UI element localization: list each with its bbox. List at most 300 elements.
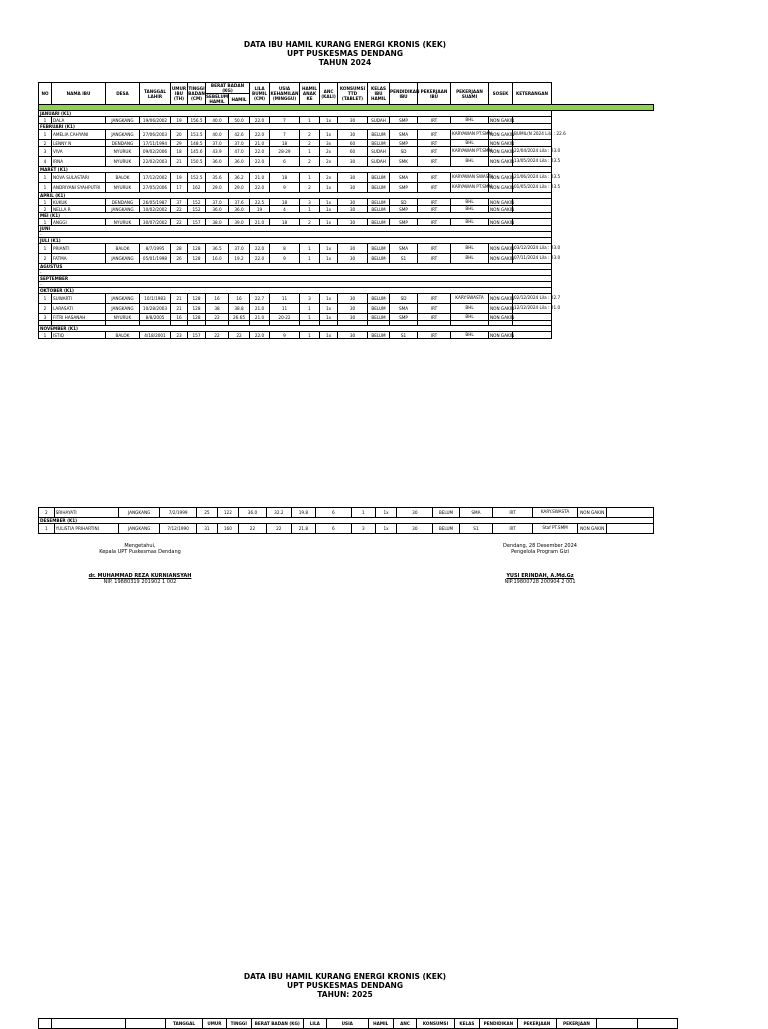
table-cell: SMP	[390, 117, 418, 124]
table-cell: 40.0	[206, 130, 229, 140]
table-cell: 36.0	[239, 508, 267, 518]
table-cell: 30	[397, 508, 433, 518]
signature-right	[470, 543, 610, 585]
table-cell: BELUM	[368, 332, 390, 339]
table-cell: 26.65	[229, 314, 250, 321]
table-cell: 29.0	[229, 183, 250, 193]
table-cell: 02/12/2024 Lila : 22.7	[513, 294, 552, 304]
table-cell: IRT	[418, 206, 451, 213]
table-cell: JANGKANG	[106, 117, 140, 124]
table-cell: AMELIA CAHYANI	[52, 130, 106, 140]
table-cell: NON GAKIN	[490, 140, 515, 146]
table-cell: 3	[39, 314, 52, 321]
table-cell: 30	[397, 524, 433, 534]
table-cell: IRT	[418, 199, 451, 206]
table-cell: 28	[171, 244, 188, 254]
sig-right-nip: NIP.19800728 200904 2 001	[504, 579, 576, 585]
table-cell: NON GAKIN	[489, 304, 513, 314]
table-cell: 10/02/2002	[140, 206, 171, 213]
table-cell: NYURUK	[106, 157, 140, 167]
empty-month-dash: -	[39, 282, 552, 288]
month-label: SEPTEMBER	[39, 276, 552, 282]
table-cell: 37.0	[206, 199, 229, 206]
table-cell: IRT	[418, 117, 451, 124]
sig-right-line2: Pengelola Program Gizi	[511, 549, 569, 555]
table-cell: 21.0	[250, 314, 270, 321]
table-cell: 22	[206, 332, 229, 339]
table-cell: BHL	[451, 140, 489, 147]
table-cell: 1	[39, 244, 52, 254]
table-cell: 19.8	[291, 508, 315, 518]
table-cell: 128	[188, 254, 206, 264]
table-cell: S1	[459, 524, 493, 534]
table-cell: IRT	[418, 173, 451, 183]
table-cell: IRT	[418, 147, 451, 157]
signature-left	[70, 543, 210, 585]
table-cell: 26/05/1987	[140, 199, 171, 206]
table-cell: BELUM	[368, 314, 390, 321]
table-cell: SMP	[390, 206, 418, 213]
table-cell: 1	[39, 173, 52, 183]
table-cell: 2x	[320, 173, 338, 183]
header-2025-cell: KONSUMSI	[417, 1019, 455, 1029]
table-cell: BELUM	[368, 140, 390, 147]
table-cell: 128	[188, 304, 206, 314]
kek-table-2025	[38, 1018, 678, 1029]
table-cell	[513, 117, 552, 124]
table-cell: 1x	[320, 219, 338, 226]
table-cell: SMA	[390, 244, 418, 254]
table-cell: 7	[270, 117, 300, 124]
table-cell: BHL	[451, 254, 489, 264]
table-row	[39, 147, 654, 157]
table-cell: 18	[270, 140, 300, 147]
table-cell: 1	[39, 294, 52, 304]
table-cell: 17	[171, 183, 188, 193]
table-cell: 152	[188, 199, 206, 206]
table-cell: 2	[39, 304, 52, 314]
table-cell: 17/11/1994	[140, 140, 171, 147]
table-cell: BHL	[451, 206, 489, 213]
table-cell: 122	[217, 508, 239, 518]
table-cell: 4	[270, 206, 300, 213]
sig-right-name: YUSI ERINDAH, A.Md.Gz	[506, 573, 574, 579]
table-cell: BELUM	[368, 206, 390, 213]
table-cell: 3	[300, 199, 320, 206]
table-cell: 152	[188, 206, 206, 213]
table-cell: NYURUK	[106, 314, 140, 321]
table-cell: 21.0	[250, 140, 270, 147]
month-label: MARET (K1)	[39, 167, 552, 173]
table-cell: 30	[338, 173, 368, 183]
table-row	[39, 524, 654, 534]
header-2025-cell: ANC	[393, 1019, 416, 1029]
table-cell: DENDANG	[106, 140, 140, 147]
table-cell: NON GAKIN	[490, 332, 515, 338]
table-cell: 30	[338, 332, 368, 339]
header-2025-cell	[52, 1019, 126, 1029]
table-row	[39, 130, 654, 140]
title-2025-line-1: DATA IBU HAMIL KURANG ENERGI KRONIS (KEK)	[243, 972, 447, 981]
table-cell: 7	[270, 130, 300, 140]
table-cell: 30/07/2002	[140, 219, 171, 226]
header-umur: UMUR IBU (TH)	[171, 83, 188, 105]
table-cell: 27/06/2003	[140, 130, 171, 140]
table-cell: NOVA SULASTARI	[52, 173, 106, 183]
table-cell: KARY.SWASTA	[532, 508, 578, 518]
header-sebelum-hamil: SEBELUM HAMIL	[206, 94, 229, 104]
table-cell: 1x	[320, 183, 338, 193]
table-cell: BELUM	[368, 294, 390, 304]
table-cell: KARY.SWASTA	[451, 294, 489, 304]
table-cell	[513, 314, 552, 321]
table-cell: 36.5	[206, 244, 229, 254]
table-cell: S1	[390, 254, 418, 264]
table-cell: BHL	[451, 314, 489, 321]
table-cell: 22.0	[250, 332, 270, 339]
table-cell: BELUM	[368, 173, 390, 183]
table-cell: 22.7	[250, 294, 270, 304]
table-cell: 42.6	[229, 130, 250, 140]
table-cell: BALOK	[106, 244, 140, 254]
table-cell: 37.6	[229, 199, 250, 206]
header-sosek: SOSEK	[489, 83, 513, 105]
table-cell: 1x	[320, 117, 338, 124]
table-cell: 30	[338, 254, 368, 264]
table-cell: 30	[338, 314, 368, 321]
title-line-2: UPT PUSKESMAS DENDANG	[286, 49, 403, 58]
table-cell: 22	[239, 524, 267, 534]
header-pekerjaan-ibu: PEKERJAAN IBU	[418, 83, 451, 105]
table-cell: 05/01/1998	[140, 254, 171, 264]
table-cell: 2	[300, 219, 320, 226]
header-hamil-anak-ke: HAMIL ANAK KE	[300, 83, 320, 105]
table-cell: 30	[338, 130, 368, 140]
table-cell: S1	[390, 332, 418, 339]
table-cell: BHL	[451, 117, 489, 124]
header-2025-cell	[638, 1019, 678, 1029]
table-cell: SMA	[390, 130, 418, 140]
table-cell: DENDANG	[106, 199, 140, 206]
header-2025-cell: TANGGAL	[165, 1019, 203, 1029]
table-cell	[513, 199, 552, 206]
table-cell: 21	[171, 294, 188, 304]
table-cell: 128	[188, 244, 206, 254]
table-cell: SD	[390, 294, 418, 304]
table-row	[39, 314, 654, 321]
table-cell: JANGKANG	[106, 206, 140, 213]
header-no: NO	[39, 83, 52, 105]
table-cell: NON GAKIN	[490, 206, 515, 212]
table-cell: 22/02/2003	[140, 157, 171, 167]
table-cell: 9	[270, 183, 300, 193]
table-cell: BELUM	[433, 508, 459, 518]
table-cell: IRT	[418, 183, 451, 193]
table-cell: 36.2	[229, 173, 250, 183]
table-cell: 03/12/2024 Lila : 23.0	[513, 244, 552, 254]
table-cell: 22.5	[250, 199, 270, 206]
table-cell: 29	[171, 140, 188, 147]
table-cell: 20	[171, 130, 188, 140]
table-cell: SUDAH	[368, 147, 390, 157]
table-cell: NON GAKIN	[489, 244, 513, 254]
table-cell: 4/18/2001	[140, 332, 171, 339]
table-cell: SUWARTI	[52, 294, 106, 304]
table-cell: 47.0	[229, 147, 250, 157]
table-cell: 30	[338, 157, 368, 167]
table-cell: BHL	[451, 332, 489, 339]
table-cell: BELUM	[368, 183, 390, 193]
table-row	[39, 157, 654, 167]
kek-table-2024-continued	[38, 507, 654, 534]
header-2025-cell	[596, 1019, 638, 1029]
table-cell: 29.0	[206, 183, 229, 193]
table-cell: NON GAKIN	[490, 314, 515, 320]
sig-left-name: dr. MUHAMMAD REZA KURNIANSYAH	[88, 573, 192, 579]
table-cell: 27/05/2006	[140, 183, 171, 193]
table-cell: 3	[351, 524, 375, 534]
table-cell: 36.0	[229, 206, 250, 213]
table-cell: 1	[39, 199, 52, 206]
header-lila: LILA BUMIL (CM)	[250, 83, 270, 105]
table-cell: VIVA	[52, 147, 106, 157]
table-cell: 1x	[320, 244, 338, 254]
table-cell: 128	[188, 294, 206, 304]
header-2025-cell	[39, 1019, 52, 1029]
table-cell: 2	[39, 140, 52, 147]
table-cell: 1x	[320, 254, 338, 264]
table-cell: 22/04/2024 Lila : 23.0	[513, 147, 552, 157]
table-cell: 26	[171, 254, 188, 264]
table-cell: 1x	[375, 524, 397, 534]
table-cell: 156.5	[188, 117, 206, 124]
table-cell: IRT	[418, 140, 451, 147]
table-cell: 1	[300, 314, 320, 321]
table-cell: 36.0	[206, 206, 229, 213]
table-cell: JANGKANG	[106, 254, 140, 264]
header-kelas-ibu-hamil: KELAS IBU HAMIL	[368, 83, 390, 105]
table-cell: NON GAKIN	[489, 157, 513, 167]
table-cell: IRT	[418, 254, 451, 264]
table-cell: 7/2/1999	[160, 508, 197, 518]
table-cell: 1x	[320, 304, 338, 314]
table-cell: 22	[229, 332, 250, 339]
table-cell: NON GAKIN	[489, 173, 513, 183]
header-2025-cell: UMUR	[203, 1019, 226, 1029]
table-cell: JANGKANG	[119, 508, 160, 518]
month-label: OKTOBER (K1)	[39, 288, 552, 294]
table-row	[39, 254, 654, 264]
table-cell: 22	[206, 314, 229, 321]
table-cell: 30	[338, 183, 368, 193]
table-cell: 35.6	[206, 173, 229, 183]
table-row	[39, 304, 654, 314]
table-cell: 13/05/2024 Lila : 23.5	[513, 157, 552, 167]
table-cell: 22	[171, 206, 188, 213]
table-cell: NON GAKIN	[578, 524, 607, 534]
table-cell: ISTIQ	[52, 332, 106, 339]
table-cell: NON GAKIN	[490, 117, 515, 123]
table-cell: 38.0	[206, 219, 229, 226]
table-cell: 1	[39, 130, 52, 140]
table-cell: 1	[39, 219, 52, 226]
table-cell: BELUM	[433, 524, 459, 534]
header-usia-kehamilan: USIA KEHAMILAN (MINGGU)	[270, 83, 300, 105]
table-cell: 8	[270, 244, 300, 254]
table-cell: 19	[171, 117, 188, 124]
table-row	[39, 508, 654, 518]
table-cell: 12/12/2024 Lila : 21.0	[513, 304, 552, 314]
table-cell: NON GAKIN	[489, 147, 513, 157]
table-cell: DALA	[52, 117, 106, 124]
header-anc: ANC (KALI)	[320, 83, 338, 105]
table-cell: SMP	[390, 314, 418, 321]
month-label: MEI (K1)	[39, 213, 552, 219]
table-cell: KARYAWAN PT.SMM	[451, 147, 489, 157]
table-cell: SMK	[390, 157, 418, 167]
table-cell: KARYAWAN SWASTA	[451, 173, 489, 183]
table-cell: 30	[338, 304, 368, 314]
table-cell	[513, 140, 552, 147]
table-cell: 30	[338, 199, 368, 206]
table-row	[39, 332, 654, 339]
title-line-3: TAHUN 2024	[318, 58, 372, 67]
table-cell: 38.8	[229, 304, 250, 314]
header-2025-cell: PENDIDIKAN	[480, 1019, 518, 1029]
table-cell: SMA	[459, 508, 493, 518]
table-row	[39, 183, 654, 193]
table-cell: 1x	[320, 314, 338, 321]
table-cell: 1	[300, 244, 320, 254]
table-cell: IRNA	[52, 157, 106, 167]
table-cell: 30	[338, 117, 368, 124]
table-cell: SRIHAYATI	[54, 508, 119, 518]
table-cell: BELUM	[368, 130, 390, 140]
table-cell: 1	[300, 304, 320, 314]
table-cell: 148.5	[188, 140, 206, 147]
table-cell: 1x	[375, 508, 397, 518]
table-cell: 6	[315, 524, 351, 534]
table-cell: 22.0	[250, 183, 270, 193]
table-cell: 22.0	[250, 130, 270, 140]
table-cell: 21/06/2024 Lila : 23.5	[513, 173, 552, 183]
table-cell: 2x	[320, 157, 338, 167]
table-cell: NON GAKIN	[489, 254, 513, 264]
table-cell: 2	[300, 130, 320, 140]
table-cell: SMA	[390, 173, 418, 183]
header-2025-cell: PEKERJAAN	[517, 1019, 557, 1029]
table-cell: NYURUK	[106, 219, 140, 226]
table-cell: NON GAKIN	[489, 183, 513, 193]
table-cell: 22.0	[250, 244, 270, 254]
table-cell: 22.0	[250, 157, 270, 167]
table-row	[39, 173, 654, 183]
table-cell: 60	[338, 147, 368, 157]
header-2025-cell	[126, 1019, 166, 1029]
table-cell: NYURUK	[106, 147, 140, 157]
table-cell: 2	[300, 157, 320, 167]
table-cell: JANGKANG	[119, 524, 160, 534]
sig-left-line1: Mengetahui,	[124, 543, 156, 549]
table-cell: KUKUK	[52, 199, 106, 206]
table-cell: 157	[188, 219, 206, 226]
table-cell: 6	[270, 157, 300, 167]
table-cell: 31	[197, 524, 217, 534]
table-cell: 128	[188, 314, 206, 321]
table-cell: 43.9	[206, 147, 229, 157]
table-cell: 16	[171, 314, 188, 321]
table-cell: YULISTIA PRIHARTINI	[54, 524, 119, 534]
table-cell: 16	[229, 294, 250, 304]
header-nama-ibu: NAMA IBU	[52, 83, 106, 105]
table-cell: 19	[250, 206, 270, 213]
table-cell: IRT	[418, 157, 451, 167]
table-row	[39, 140, 654, 147]
table-cell: 4	[39, 157, 52, 167]
header-2025-cell: BERAT BADAN (KG)	[251, 1019, 303, 1029]
table-cell: BELUM	[368, 244, 390, 254]
sig-left-line2: Kepala UPT Puskesmas Dendang	[99, 549, 181, 555]
report-title-2024	[0, 40, 690, 67]
table-cell: 40.0	[206, 117, 229, 124]
table-row	[39, 244, 654, 254]
table-cell: 1x	[320, 294, 338, 304]
table-cell: 1	[300, 206, 320, 213]
table-cell: 22.0	[250, 117, 270, 124]
table-cell: 19/06/2002	[140, 117, 171, 124]
table-cell: 21	[171, 304, 188, 314]
month-label: NOVEMBER (K1)	[39, 326, 552, 332]
table-cell: 1x	[320, 206, 338, 213]
table-cell: 2	[300, 183, 320, 193]
table-cell: 25	[197, 508, 217, 518]
table-cell: BELUM	[368, 219, 390, 226]
table-cell: IRT	[418, 304, 451, 314]
table-cell: NON GAKIN	[489, 130, 513, 140]
table-cell: IRT	[418, 219, 451, 226]
table-cell: 18	[270, 199, 300, 206]
table-cell: 38	[206, 304, 229, 314]
table-cell: BALOK	[106, 173, 140, 183]
table-cell: BHL	[451, 219, 489, 226]
table-cell: BUMIL(N 2024 Lila : 22.6	[513, 130, 552, 140]
table-cell: 2	[39, 254, 52, 264]
table-cell: SMA	[390, 304, 418, 314]
table-cell: 21	[171, 157, 188, 167]
empty-month-dash: -	[39, 270, 552, 276]
table-cell: 157	[188, 332, 206, 339]
table-row	[39, 219, 654, 226]
table-cell: 19.2	[229, 254, 250, 264]
table-cell: IRT	[418, 130, 451, 140]
table-cell: 1	[300, 117, 320, 124]
table-cell: SD	[390, 147, 418, 157]
table-cell: 3	[300, 294, 320, 304]
table-cell: FATMA	[52, 254, 106, 264]
table-cell: 16	[206, 294, 229, 304]
table-cell	[513, 332, 552, 339]
table-cell: 2	[39, 508, 55, 518]
table-cell: 1x	[320, 199, 338, 206]
table-cell: 20-22	[270, 314, 300, 321]
table-cell: 3x	[320, 140, 338, 147]
table-cell: BHL	[451, 157, 489, 167]
header-keterangan: KETERANGAN	[513, 83, 552, 105]
month-label: JULI (K1)	[39, 238, 552, 244]
table-cell: 1	[39, 524, 55, 534]
table-cell: 07/11/2024 Lila : 23.0	[513, 254, 552, 264]
month-label: AGUSTUS	[39, 264, 552, 270]
